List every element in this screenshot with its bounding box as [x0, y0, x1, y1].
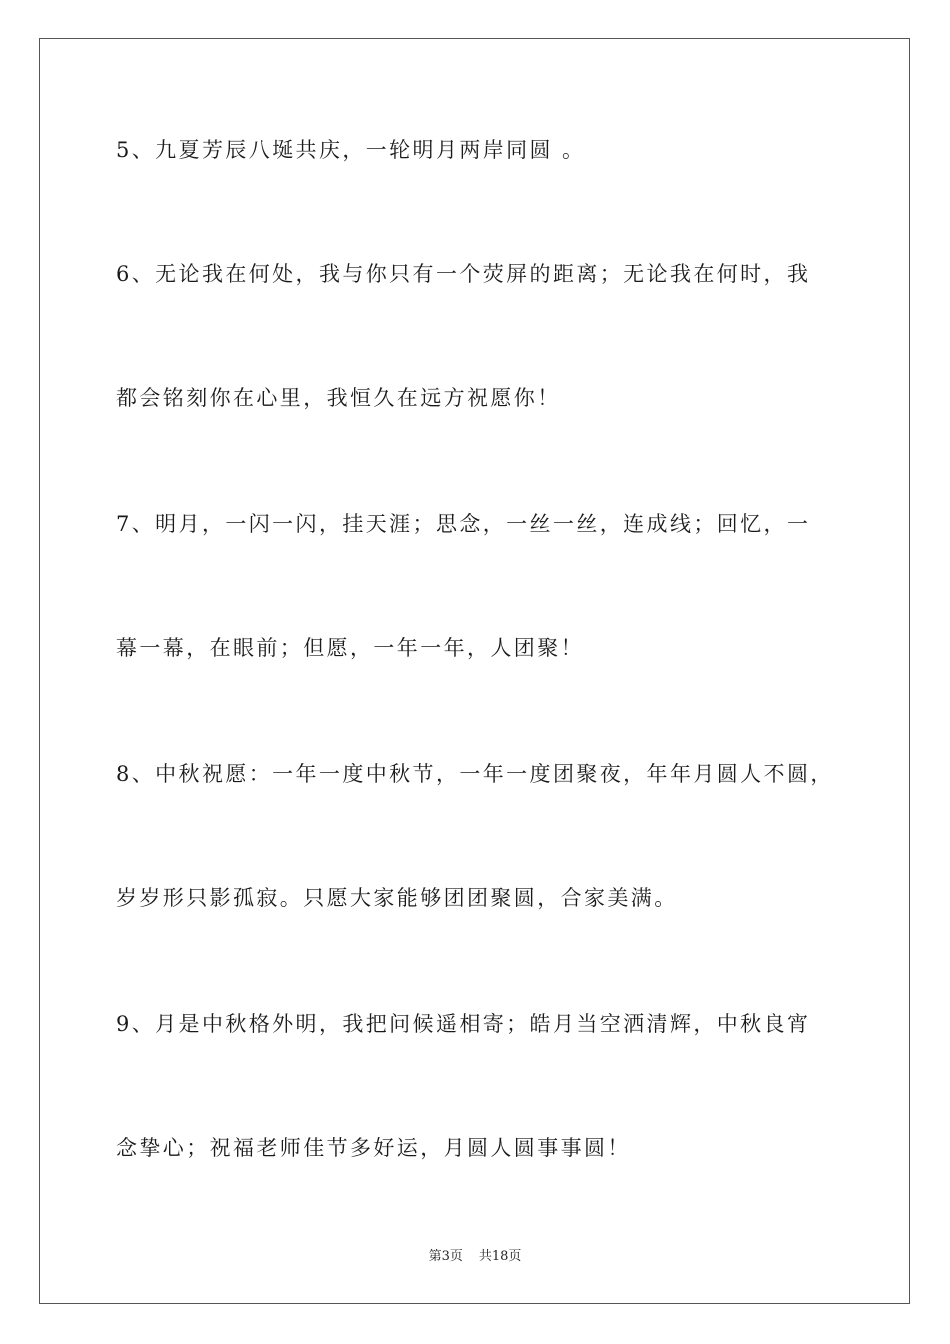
- text-line-5: 幕一幕，在眼前；但愿，一年一年，人团聚！: [116, 636, 584, 660]
- page-number: 第3页: [428, 1249, 463, 1264]
- text-line-1: 5、九夏芳辰八埏共庆，一轮明月两岸同圆 。: [116, 138, 586, 162]
- page-footer: [0, 1245, 950, 1264]
- text-line-9: 念挚心；祝福老师佳节多好运，月圆人圆事事圆！: [116, 1136, 631, 1160]
- text-line-7: 岁岁形只影孤寂。只愿大家能够团团聚圆，合家美满。: [116, 886, 678, 910]
- page-total: 共18页: [478, 1249, 522, 1264]
- page-border: [39, 38, 910, 1304]
- text-line-2: 6、无论我在何处，我与你只有一个荧屏的距离；无论我在何时，我: [116, 262, 811, 286]
- text-line-3: 都会铭刻你在心里，我恒久在远方祝愿你！: [116, 386, 561, 410]
- text-line-8: 9、月是中秋格外明，我把问候遥相寄；皓月当空洒清辉，中秋良宵: [116, 1012, 811, 1036]
- text-line-6: 8、中秋祝愿：一年一度中秋节，一年一度团聚夜，年年月圆人不圆，: [116, 762, 834, 786]
- text-line-4: 7、明月，一闪一闪，挂天涯；思念，一丝一丝，连成线；回忆，一: [116, 512, 811, 536]
